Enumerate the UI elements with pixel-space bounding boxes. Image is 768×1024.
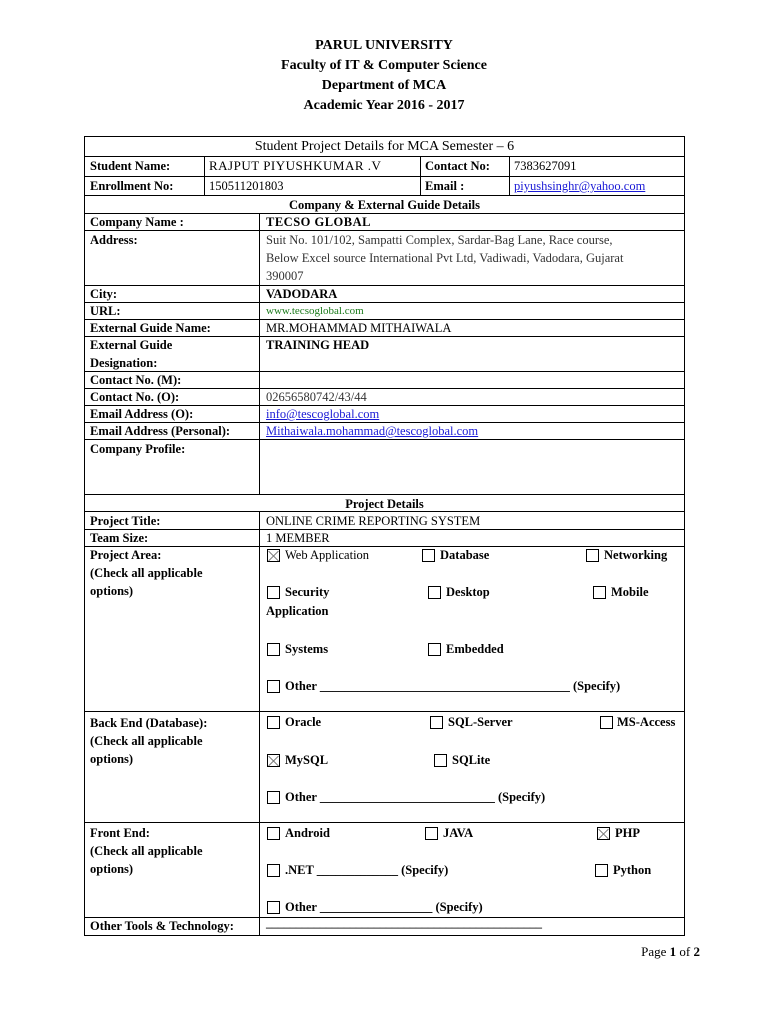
backend-other-label: Other ____________________________ (Specify) xyxy=(285,790,546,804)
email-personal-label: Email Address (Personal): xyxy=(90,424,231,438)
other-tools-label: Other Tools & Technology: xyxy=(90,919,234,933)
ms-access-label: MS-Access xyxy=(617,715,676,729)
application-label: Application xyxy=(266,604,329,618)
address-line-2: Below Excel source International Pvt Ltd, Vadiwadi, Vadodara, Gujarat xyxy=(266,251,624,265)
dotnet-label: .NET _____________ (Specify) xyxy=(285,863,449,877)
address-label: Address: xyxy=(90,233,138,247)
contact-no-value: 7383627091 xyxy=(514,159,577,173)
city-label: City: xyxy=(90,287,118,301)
email-o-label: Email Address (O): xyxy=(90,407,194,421)
guide-email-link[interactable]: Mithaiwala.mohammad@tescoglobal.com xyxy=(266,424,479,438)
student-name-value: RAJPUT PIYUSHKUMAR .V xyxy=(209,158,382,173)
backend-hint-2: options) xyxy=(90,752,134,766)
project-area-hint: (Check all applicable xyxy=(90,566,203,580)
area-other-checkbox[interactable] xyxy=(267,680,280,693)
java-label: JAVA xyxy=(443,826,474,840)
company-profile-label: Company Profile: xyxy=(90,442,186,456)
mobile-label: Mobile xyxy=(611,585,649,599)
guide-designation-label-1: External Guide xyxy=(90,338,173,352)
url-label: URL: xyxy=(90,304,121,318)
contact-o-value: 02656580742/43/44 xyxy=(266,390,367,404)
guide-designation-value: TRAINING HEAD xyxy=(266,338,370,352)
project-area-label: Project Area: xyxy=(90,548,162,562)
address-line-3: 390007 xyxy=(266,269,304,283)
student-email-link[interactable]: piyushsinghr@yahoo.com xyxy=(514,179,646,193)
project-title-value: ONLINE CRIME REPORTING SYSTEM xyxy=(266,514,481,528)
networking-checkbox[interactable] xyxy=(586,549,599,562)
php-checkbox[interactable] xyxy=(597,827,610,840)
guide-name-value: MR.MOHAMMAD MITHAIWALA xyxy=(266,321,452,335)
oracle-label: Oracle xyxy=(285,715,322,729)
backend-hint: (Check all applicable xyxy=(90,734,203,748)
desktop-checkbox[interactable] xyxy=(428,586,441,599)
document-header xyxy=(0,36,768,116)
android-checkbox[interactable] xyxy=(267,827,280,840)
department-name: Department of MCA xyxy=(321,78,447,93)
other-tools-value: ______________________________________________ xyxy=(266,916,542,930)
android-label: Android xyxy=(285,826,330,840)
contact-m-label: Contact No. (M): xyxy=(90,373,182,387)
security-checkbox[interactable] xyxy=(267,586,280,599)
frontend-hint: (Check all applicable xyxy=(90,844,203,858)
email-label: Email : xyxy=(425,179,465,193)
page-current: 1 xyxy=(669,944,677,959)
desktop-label: Desktop xyxy=(446,585,490,599)
sqlite-label: SQLite xyxy=(452,753,491,767)
python-label: Python xyxy=(613,863,652,877)
mysql-checkbox[interactable] xyxy=(267,754,280,767)
company-section-title: Company & External Guide Details xyxy=(289,198,480,212)
company-name-label: Company Name : xyxy=(90,215,184,229)
enrollment-label: Enrollment No: xyxy=(90,179,174,193)
page-total: 2 xyxy=(693,944,700,959)
team-size-label: Team Size: xyxy=(90,531,149,545)
company-email-link[interactable]: info@tescoglobal.com xyxy=(266,407,380,421)
oracle-checkbox[interactable] xyxy=(267,716,280,729)
frontend-label: Front End: xyxy=(90,826,150,840)
embedded-label: Embedded xyxy=(446,642,504,656)
ms-access-checkbox[interactable] xyxy=(600,716,613,729)
university-name: PARUL UNIVERSITY xyxy=(315,38,453,53)
frontend-other-checkbox[interactable] xyxy=(267,901,280,914)
java-checkbox[interactable] xyxy=(425,827,438,840)
database-checkbox[interactable] xyxy=(422,549,435,562)
systems-checkbox[interactable] xyxy=(267,643,280,656)
backend-other-checkbox[interactable] xyxy=(267,791,280,804)
address-line-1: Suit No. 101/102, Sampatti Complex, Sardar-Bag Lane, Race course, xyxy=(266,233,613,247)
web-application-checkbox[interactable] xyxy=(267,549,280,562)
city-value: VADODARA xyxy=(266,287,338,301)
dotnet-checkbox[interactable] xyxy=(267,864,280,877)
project-area-hint-2: options) xyxy=(90,584,134,598)
guide-name-label: External Guide Name: xyxy=(90,321,211,335)
backend-label: Back End (Database): xyxy=(90,716,208,730)
contact-o-label: Contact No. (O): xyxy=(90,390,180,404)
networking-label: Networking xyxy=(604,548,668,562)
web-application-label: Web Application xyxy=(285,548,370,562)
mysql-label: MySQL xyxy=(285,753,329,767)
mobile-checkbox[interactable] xyxy=(593,586,606,599)
faculty-name: Faculty of IT & Computer Science xyxy=(281,58,487,73)
company-name-value: TECSO GLOBAL xyxy=(266,215,371,229)
company-url[interactable]: www.tecsoglobal.com xyxy=(266,305,364,317)
page-number xyxy=(641,944,700,960)
student-name-label: Student Name: xyxy=(90,159,171,173)
frontend-hint-2: options) xyxy=(90,862,134,876)
project-section-title: Project Details xyxy=(345,497,424,511)
sql-server-checkbox[interactable] xyxy=(430,716,443,729)
enrollment-value: 150511201803 xyxy=(209,179,284,193)
security-label: Security xyxy=(285,585,330,599)
python-checkbox[interactable] xyxy=(595,864,608,877)
page-of: of xyxy=(676,944,694,959)
team-size-value: 1 MEMBER xyxy=(266,531,330,545)
contact-no-label: Contact No: xyxy=(425,159,490,173)
academic-year: Academic Year 2016 - 2017 xyxy=(303,98,465,113)
embedded-checkbox[interactable] xyxy=(428,643,441,656)
sqlite-checkbox[interactable] xyxy=(434,754,447,767)
page-prefix: Page xyxy=(641,944,670,959)
guide-designation-label-2: Designation: xyxy=(90,356,158,370)
frontend-other-label: Other __________________ (Specify) xyxy=(285,900,483,914)
systems-label: Systems xyxy=(285,642,329,656)
area-other-label: Other ________________________________________ (Specify) xyxy=(285,679,621,693)
sql-server-label: SQL-Server xyxy=(448,715,513,729)
php-label: PHP xyxy=(615,826,640,840)
project-title-label: Project Title: xyxy=(90,514,161,528)
form-title: Student Project Details for MCA Semester – 6 xyxy=(254,139,515,154)
database-label: Database xyxy=(440,548,490,562)
